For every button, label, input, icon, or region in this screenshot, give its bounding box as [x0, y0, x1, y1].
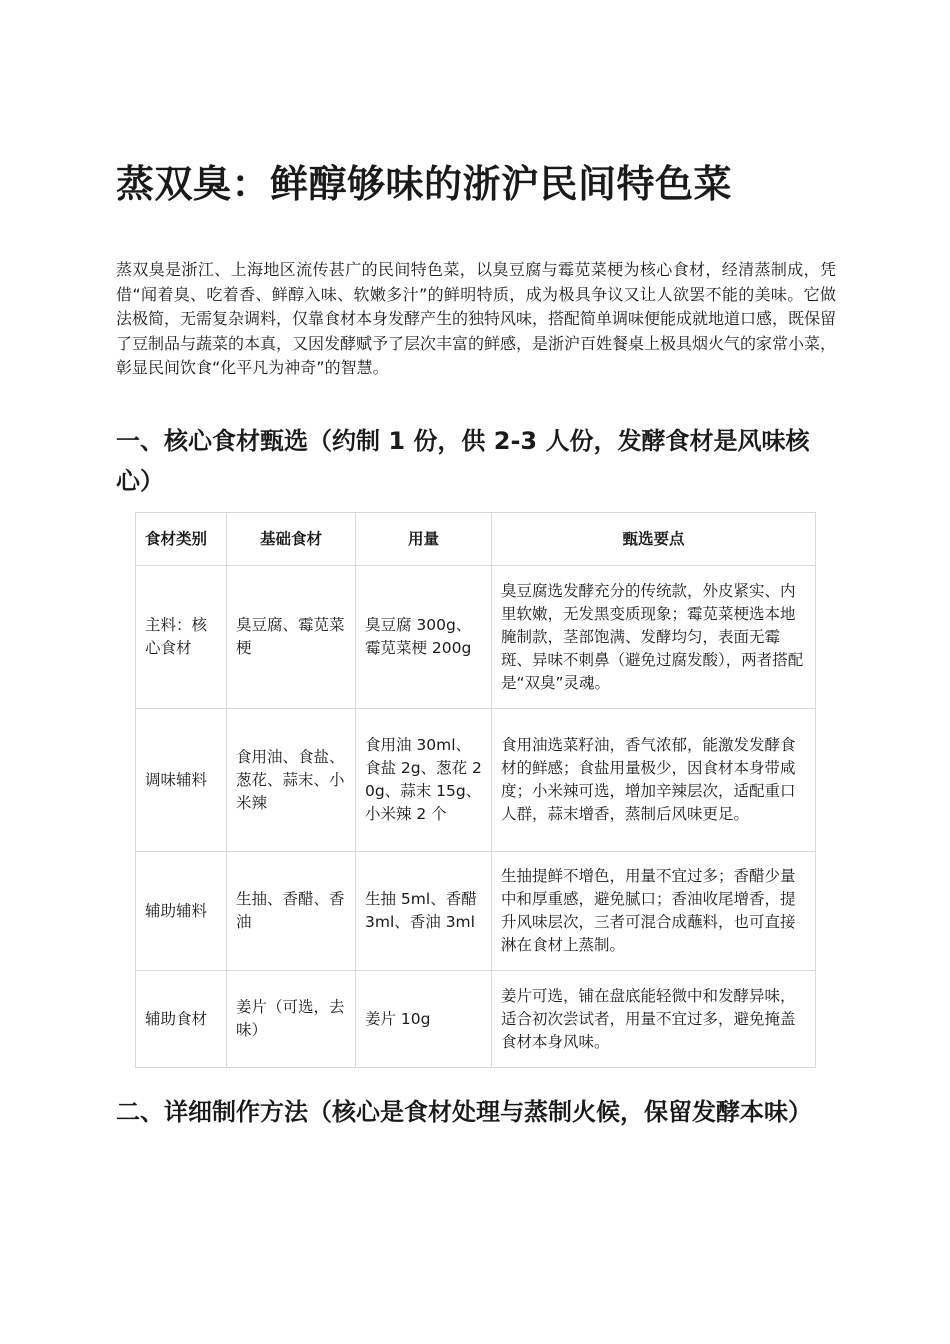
cell-ingredients: 臭豆腐、霉苋菜梗 [227, 566, 356, 709]
cell-category: 辅助食材 [136, 971, 227, 1068]
cell-ingredients: 姜片（可选，去味） [227, 971, 356, 1068]
cell-amount: 生抽 5ml、香醋 3ml、香油 3ml [356, 852, 492, 971]
section-heading-method: 二、详细制作方法（核心是食材处理与蒸制火候，保留发酵本味） [116, 1098, 812, 1126]
page-title: 蒸双臭：鲜醇够味的浙沪民间特色菜 [116, 162, 733, 206]
table-row [136, 709, 816, 852]
cell-ingredients: 食用油、食盐、葱花、蒜末、小米辣 [227, 709, 356, 852]
header-ingredients: 基础食材 [227, 513, 356, 566]
cell-category: 辅助辅料 [136, 852, 227, 971]
section-heading-ingredients: 一、核心食材甄选（约制 1 份，供 2-3 人份，发酵食材是风味核心） [116, 427, 810, 495]
cell-notes: 生抽提鲜不增色，用量不宜过多；香醋少量中和厚重感，避免腻口；香油收尾增香，提升风味层次，三者可混合成蘸料，也可直接淋在食材上蒸制。 [492, 852, 816, 971]
cell-amount: 食用油 30ml、食盐 2g、葱花 20g、蒜末 15g、小米辣 2 个 [356, 709, 492, 852]
cell-ingredients: 生抽、香醋、香油 [227, 852, 356, 971]
cell-category: 调味辅料 [136, 709, 227, 852]
header-notes: 甄选要点 [492, 513, 816, 566]
cell-notes: 食用油选菜籽油，香气浓郁，能激发发酵食材的鲜感；食盐用量极少，因食材本身带咸度；小米辣可选，增加辛辣层次，适配重口人群，蒜末增香，蒸制后风味更足。 [492, 709, 816, 852]
table-header-row [136, 513, 816, 566]
intro-paragraph: 蒸双臭是浙江、上海地区流传甚广的民间特色菜，以臭豆腐与霉苋菜梗为核心食材，经清蒸制成，凭借“闻着臭、吃着香、鲜醇入味、软嫩多汁”的鲜明特质，成为极具争议又让人欲罢不能的美味。它做法极简，无需复杂调料，仅靠食材本身发酵产生的独特风味，搭配简单调味便能成就地道口感，既保留了豆制品与蔬菜的本真，又因发酵赋予了层次丰富的鲜感，是浙沪百姓餐桌上极具烟火气的家常小菜，彰显民间饮食“化平凡为神奇”的智慧。 [116, 260, 837, 378]
cell-amount: 姜片 10g [356, 971, 492, 1068]
cell-notes: 姜片可选，铺在盘底能轻微中和发酵异味，适合初次尝试者，用量不宜过多，避免掩盖食材本身风味。 [492, 971, 816, 1068]
table-row [136, 971, 816, 1068]
table-row [136, 852, 816, 971]
table-row [136, 566, 816, 709]
header-category: 食材类别 [136, 513, 227, 566]
cell-amount: 臭豆腐 300g、霉苋菜梗 200g [356, 566, 492, 709]
ingredients-table [135, 512, 816, 1068]
cell-category: 主料：核心食材 [136, 566, 227, 709]
cell-notes: 臭豆腐选发酵充分的传统款，外皮紧实、内里软嫩，无发黑变质现象；霉苋菜梗选本地腌制款，茎部饱满、发酵均匀，表面无霉斑、异味不刺鼻（避免过腐发酸），两者搭配是“双臭”灵魂。 [492, 566, 816, 709]
header-amount: 用量 [356, 513, 492, 566]
